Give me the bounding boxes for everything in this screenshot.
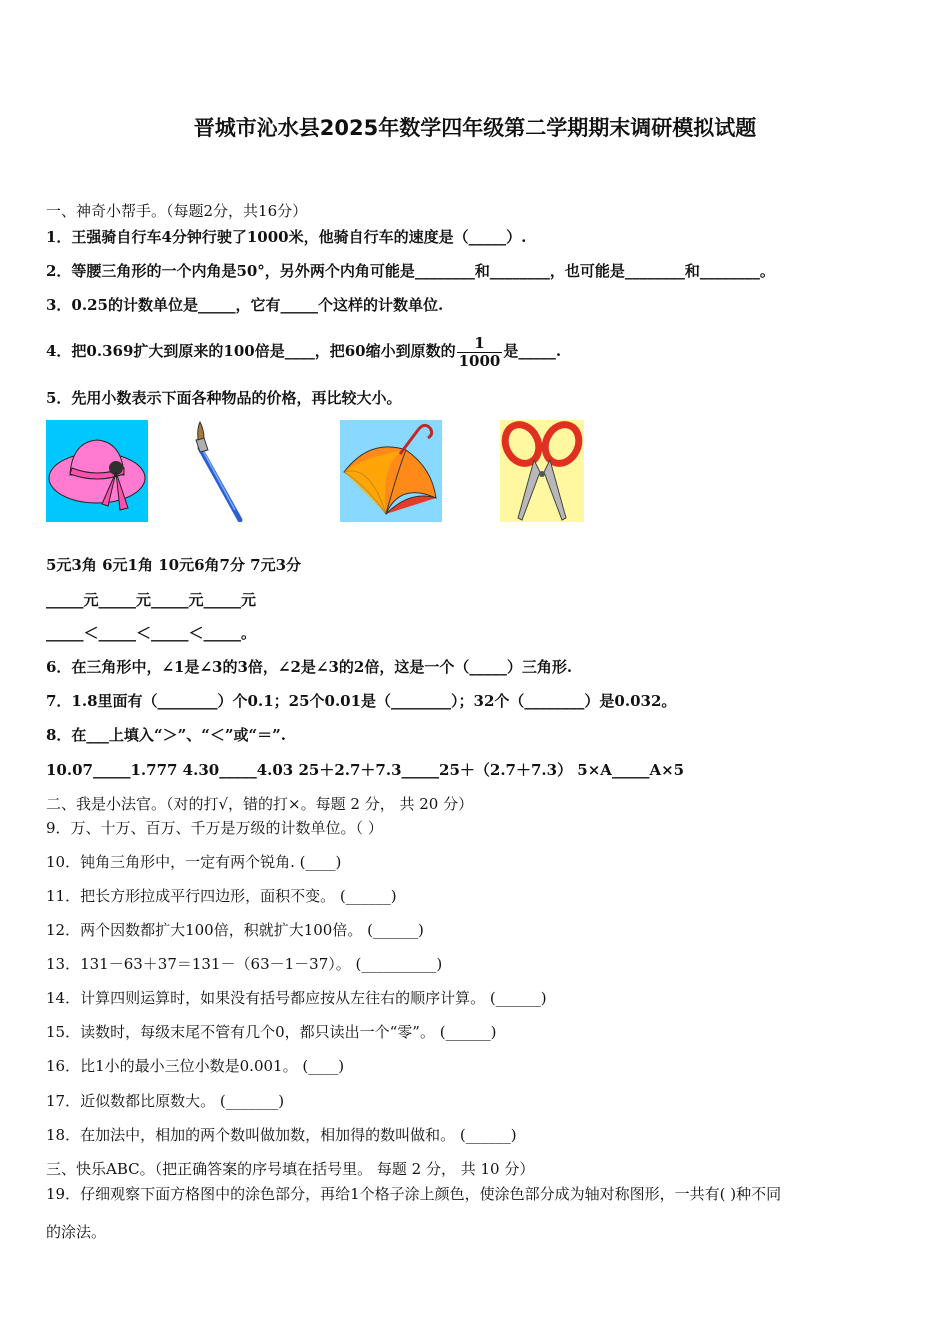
fraction-numerator: 1 <box>457 335 503 353</box>
question-6: 6．在三角形中，∠1是∠3的3倍，∠2是∠3的2倍，这是一个（_____）三角形. <box>46 658 573 676</box>
question-10: 10．钝角三角形中，一定有两个锐角. (____) <box>46 853 342 871</box>
page-title: 晋城市沁水县2025年数学四年级第二学期期末调研模拟试题 <box>193 116 757 140</box>
question-13: 13．131－63＋37＝131－（63－1－37）。 (__________) <box>46 955 443 973</box>
fraction <box>457 335 503 370</box>
question-9: 9．万、十万、百万、千万是万级的计数单位。（ ） <box>46 819 383 837</box>
umbrella-picture <box>340 420 442 522</box>
question-5-blanks: _____元_____元_____元_____元 <box>46 591 257 609</box>
scissors-picture <box>500 420 584 522</box>
question-8: 8．在___上填入“＞”、“＜”或“＝”. <box>46 726 286 744</box>
brush-picture <box>180 420 282 522</box>
question-8-items: 10.07_____1.777 4.30_____4.03 25＋2.7＋7.3_____25＋（2.7＋7.3） 5×A_____A×5 <box>46 761 685 779</box>
question-5-prices: 5元3角 6元1角 10元6角7分 7元3分 <box>46 556 302 574</box>
question-17: 17．近似数都比原数大。 (_______) <box>46 1092 285 1110</box>
question-5: 5．先用小数表示下面各种物品的价格，再比较大小。 <box>46 389 402 407</box>
question-2: 2．等腰三角形的一个内角是50°，另外两个内角可能是________和________，也可能是________和________。 <box>46 262 775 280</box>
hat-picture <box>46 420 148 522</box>
question-4-text-end: 是_____. <box>503 342 562 360</box>
section-3-heading: 三、快乐ABC。（把正确答案的序号填在括号里。 每题 2 分， 共 10 分） <box>46 1160 535 1178</box>
question-3: 3．0.25的计数单位是_____，它有_____个这样的计数单位. <box>46 296 444 314</box>
question-4 <box>46 333 561 370</box>
question-4-text: 4．把0.369扩大到原来的100倍是____，把60缩小到原数的 <box>46 342 456 360</box>
question-18: 18．在加法中，相加的两个数叫做加数，相加得的数叫做和。 (______) <box>46 1126 517 1144</box>
fraction-denominator: 1000 <box>458 351 501 370</box>
section-2-heading: 二、我是小法官。（对的打√，错的打×。每题 2 分， 共 20 分） <box>46 795 474 813</box>
question-12: 12．两个因数都扩大100倍，积就扩大100倍。 (______) <box>46 921 424 939</box>
question-19: 19．仔细观察下面方格图中的涂色部分，再给1个格子涂上颜色，使涂色部分成为轴对称图形，一共有( )种不同 <box>46 1185 782 1203</box>
question-15: 15．读数时，每级末尾不管有几个0，都只读出一个“零”。 (______) <box>46 1023 497 1041</box>
question-19-end: 的涂法。 <box>46 1223 107 1241</box>
question-1: 1．王强骑自行车4分钟行驶了1000米，他骑自行车的速度是（_____）. <box>46 228 527 246</box>
question-14: 14．计算四则运算时，如果没有括号都应按从左往右的顺序计算。 (______) <box>46 989 547 1007</box>
section-1-heading: 一、神奇小帮手。（每题2分，共16分） <box>46 202 308 220</box>
question-5-compare: _____＜_____＜_____＜_____。 <box>46 624 257 642</box>
question-16: 16．比1小的最小三位小数是0.001。 (____) <box>46 1057 345 1075</box>
question-11: 11．把长方形拉成平行四边形，面积不变。 (______) <box>46 887 397 905</box>
question-7: 7．1.8里面有（________）个0.1；25个0.01是（________）；32个（________）是0.032。 <box>46 692 677 710</box>
